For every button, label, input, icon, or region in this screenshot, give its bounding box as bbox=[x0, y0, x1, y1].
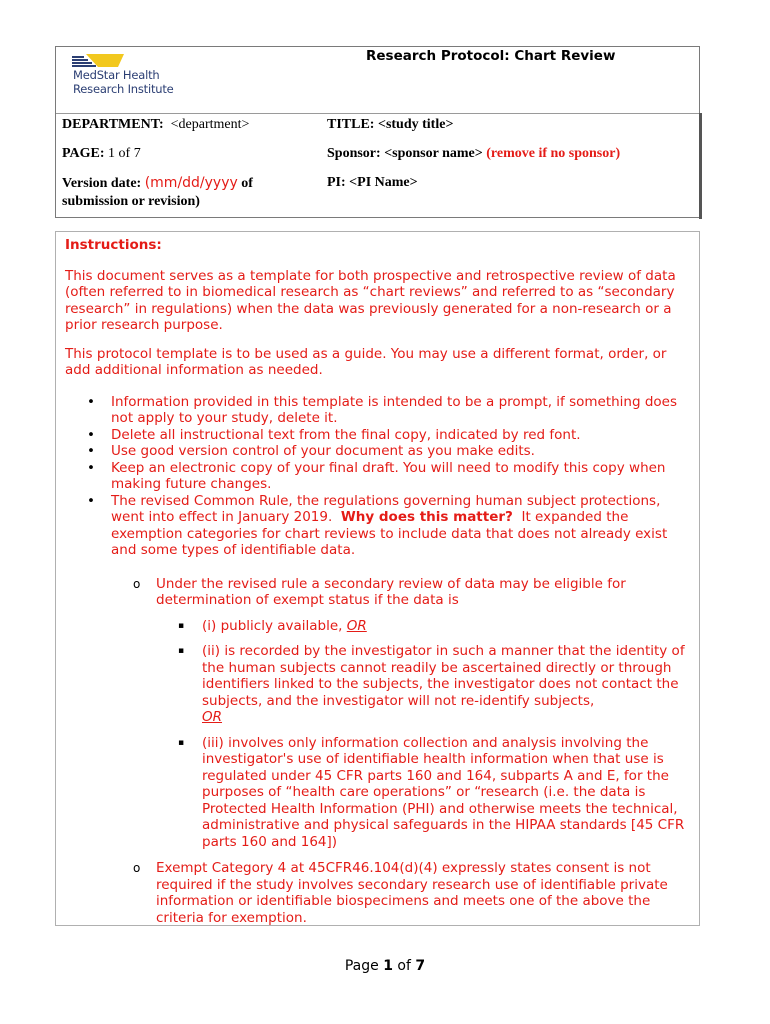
logo-line2: Research Institute bbox=[73, 82, 174, 96]
list-item bbox=[65, 643, 695, 726]
header-divider bbox=[56, 113, 699, 114]
bullet-text: The revised Common Rule, the regulations governing human subject protections, went into effect in January 2019. bbox=[111, 492, 661, 525]
subsub-text: (iii) involves only information collection and analysis involving the investigator's use of identifiable health information when that use is regulated under 45 CFR parts 160 and 164, subparts A and E, for the purposes of “health care operations” or “research (i.e. the data is Protected Health Information (PHI) and otherwise meets the technical, administrative and physical safeguards in the HIPAA standards [45 CFR parts 160 and 164]) bbox=[202, 734, 685, 850]
list-item bbox=[65, 618, 695, 635]
bullet-bold-question: Why does this matter? bbox=[340, 509, 513, 525]
sub-text: Exempt Category 4 at 45CFR46.104(d)(4) expressly states consent is not required if the study involves secondary research use of identifiable private information or identifiable biospecimens and meets one of the above the criteria for exemption. bbox=[156, 860, 668, 926]
or-label: OR bbox=[346, 617, 367, 634]
bullet-text: Delete all instructional text from the final copy, indicated by red font. bbox=[111, 426, 581, 443]
square-marker: ▪ bbox=[178, 646, 185, 656]
bullet-marker: • bbox=[87, 459, 95, 476]
bullet-text-cont: It expanded the exemption categories for chart reviews to include data that does not already exist and some types of identifiable data. bbox=[111, 509, 668, 558]
instructions-content bbox=[65, 237, 695, 926]
circle-marker: o bbox=[133, 861, 141, 875]
page-total: 7 bbox=[133, 146, 141, 161]
department-value: <department> bbox=[170, 117, 250, 132]
title-value: <study title> bbox=[377, 117, 454, 132]
version-value: (mm/dd/yyyy bbox=[144, 175, 238, 191]
sub-text: Under the revised rule a secondary review of data may be eligible for determination of exempt status if the data is bbox=[156, 575, 626, 608]
department-field bbox=[62, 116, 249, 134]
bullet-marker: • bbox=[87, 426, 95, 443]
sub-list bbox=[65, 576, 695, 927]
page-label: PAGE: bbox=[62, 146, 105, 161]
subsub-list bbox=[65, 618, 695, 851]
sponsor-value: <sponsor name> bbox=[384, 146, 483, 161]
bullet-text: Use good version control of your document as you make edits. bbox=[111, 443, 535, 459]
header-shadow bbox=[699, 113, 702, 219]
sponsor-note: (remove if no sponsor) bbox=[486, 146, 621, 161]
version-date-field bbox=[62, 174, 292, 211]
subsub-text: (i) publicly available, bbox=[202, 617, 343, 634]
instructions-bullets bbox=[65, 394, 695, 927]
sponsor-label: Sponsor: bbox=[327, 146, 381, 161]
list-item bbox=[65, 394, 695, 427]
pi-value: <PI Name> bbox=[349, 175, 418, 190]
list-item bbox=[65, 427, 695, 444]
department-label: DEPARTMENT: bbox=[62, 117, 164, 132]
instructions-para2: This protocol template is to be used as a guide. You may use a different format, order, or add additional information as needed. bbox=[65, 345, 667, 378]
version-line2: submission or revision) bbox=[62, 194, 200, 209]
version-suffix: of bbox=[241, 176, 253, 191]
sponsor-field bbox=[327, 145, 620, 163]
list-item bbox=[65, 576, 695, 851]
footer-page-word: Page bbox=[344, 958, 379, 974]
instructions-para1: This document serves as a template for both prospective and retrospective review of data (often referred to in biomedical research as “chart reviews” and referred to as “secondary research” in regulations) when the data was previously generated for a non-research or a prior research purpose. bbox=[65, 267, 676, 333]
bullet-text: Information provided in this template is intended to be a prompt, if something does not apply to your study, delete it. bbox=[111, 393, 678, 426]
footer-of: of bbox=[397, 958, 411, 974]
subsub-text: (ii) is recorded by the investigator in such a manner that the identity of the human subjects cannot readily be ascertained directly or through identifiers linked to the subjects, the investigator does not contact the subjects, and the investigator will not re-identify subjects, bbox=[202, 643, 685, 709]
footer-total-pages: 7 bbox=[415, 958, 426, 974]
bullet-marker: • bbox=[87, 393, 95, 410]
page-of: of bbox=[118, 146, 131, 161]
list-item bbox=[65, 735, 695, 851]
page-footer bbox=[0, 958, 770, 974]
square-marker: ▪ bbox=[178, 620, 185, 631]
circle-marker: o bbox=[133, 576, 141, 591]
title-field bbox=[327, 116, 453, 134]
instructions-heading: Instructions: bbox=[65, 237, 162, 253]
title-label: TITLE: bbox=[327, 117, 375, 132]
pi-field bbox=[327, 174, 418, 192]
page-field bbox=[62, 145, 141, 163]
list-item bbox=[65, 860, 695, 926]
bullet-marker: • bbox=[87, 443, 95, 459]
footer-current-page: 1 bbox=[383, 958, 393, 974]
bullet-marker: • bbox=[87, 492, 95, 509]
list-item bbox=[65, 443, 695, 460]
document-title: Research Protocol: Chart Review bbox=[366, 48, 616, 64]
bullet-text: Keep an electronic copy of your final draft. You will need to modify this copy when making future changes. bbox=[111, 459, 666, 492]
instructions-box bbox=[55, 231, 700, 926]
pi-label: PI: bbox=[327, 175, 346, 190]
page-current: 1 bbox=[108, 146, 116, 161]
version-label: Version date: bbox=[62, 176, 142, 191]
list-item bbox=[65, 493, 695, 927]
square-marker: ▪ bbox=[178, 737, 185, 748]
logo-text bbox=[73, 68, 174, 96]
or-label: OR bbox=[202, 709, 223, 725]
document-header bbox=[55, 46, 700, 218]
list-item bbox=[65, 460, 695, 493]
logo-line1: MedStar Health bbox=[73, 68, 160, 82]
